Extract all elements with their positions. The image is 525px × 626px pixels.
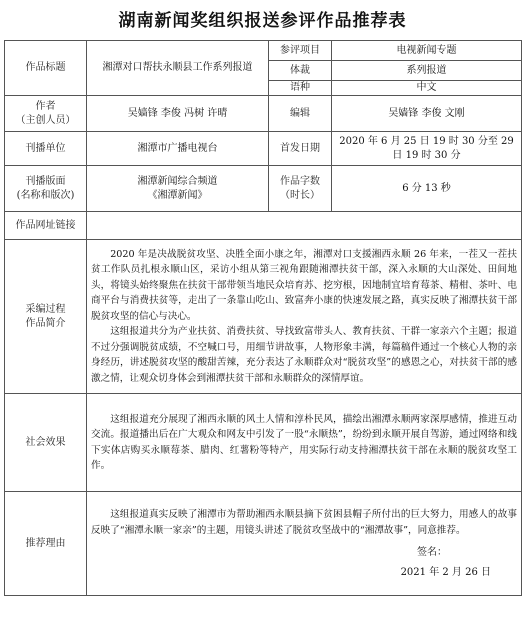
- summary-text: [87, 240, 522, 394]
- first-date-label: 首发日期: [269, 132, 332, 166]
- effect-label: 社会效果: [5, 394, 87, 492]
- first-date-value: 2020 年 6 月 25 日 19 时 30 分至 29 日 19 时 30 分: [332, 132, 522, 166]
- work-title-value: 湘潭对口帮扶永顺县工作系列报道: [87, 41, 269, 96]
- word-count-value: 6 分 13 秒: [332, 166, 522, 212]
- editor-value: 吴嫱锋 李俊 文刚: [332, 96, 522, 132]
- page-title: 湖南新闻奖组织报送参评作品推荐表: [118, 11, 407, 31]
- author-label: 作者 （主创人员）: [5, 96, 87, 132]
- url-value: [87, 212, 522, 240]
- publisher-label: 刊播单位: [5, 132, 87, 166]
- category-value: 电视新闻专题: [332, 41, 522, 61]
- category-label: 参评项目: [269, 41, 332, 61]
- url-label: 作品网址链接: [5, 212, 87, 240]
- recommendation-table: [4, 40, 522, 596]
- author-value: 吴嫱锋 李俊 冯树 许晴: [87, 96, 269, 132]
- language-value: 中文: [332, 81, 522, 96]
- summary-paragraph: 2020 年是决战脱贫攻坚、决胜全面小康之年，湘潭对口支援湘西永顺 26 年来，一茬又一茬扶贫工作队员扎根永顺山区，采访小组从第三视角跟随湘潭扶贫干部，深入永顺的大山深处、田间地头，将镜头始终聚焦在扶贫干部带领当地民众培育苏、挖穷根，因地制宜培育莓茶、精柑、茶叶、电商平台与消费扶贫等，走出了一条靠山吃山、致富奔小康的快速发展之路，真实反映了湘潭扶贫干部脱贫攻坚的信心与决心。: [91, 248, 517, 322]
- reason-label: 推荐理由: [5, 492, 87, 596]
- publisher-value: 湘潭市广播电视台: [87, 132, 269, 166]
- language-label: 语种: [269, 81, 332, 96]
- effect-paragraph: 这组报道充分展现了湘西永顺的风土人情和淳朴民风，描绘出湘潭永顺两家深厚感情，推进互动交流。报道播出后在广大观众和网友中引发了一股“永顺热”，纷纷到永顺开展自驾游，通过网络和线下实体店购买永顺莓茶、腊肉、红薯粉等特产，用实际行动支持湘潭扶贫干部在永顺的脱贫攻坚工作。: [91, 413, 517, 471]
- reason-text: [87, 492, 522, 596]
- word-count-label: 作品字数 （时长）: [269, 166, 332, 212]
- effect-text: [87, 394, 522, 492]
- editor-label: 编辑: [269, 96, 332, 132]
- layout-label: 刊播版面 (名称和版次): [5, 166, 87, 212]
- signature-date: 2021 年 2 月 26 日: [400, 567, 491, 578]
- reason-paragraph: 这组报道真实反映了湘潭市为帮助湘西永顺县摘下贫困县帽子所付出的巨大努力，用感人的故事反映了“湘潭永顺一家亲”的主题，用镜头讲述了脱贫攻坚战中的“湘潭故事”，同意推荐。: [91, 509, 517, 536]
- signature-label: 签名：: [417, 547, 447, 558]
- summary-paragraph: 这组报道共分为产业扶贫、消费扶贫、导找致富带头人、教育扶贫、干群一家亲六个主题；报道不过分强调脱贫成绩，不空喊口号，用细节讲故事，人物形象丰满，每篇稿件通过一个核心人物的亲身经历，讲述脱贫攻坚的酸甜苦辣，充分表达了永顺群众对“脱贫攻坚”的感恩之心，对扶贫干部的感激之情，让观众切身体会到湘潭扶贫干部和永顺群众的深情厚谊。: [91, 326, 517, 384]
- genre-value: 系列报道: [332, 61, 522, 81]
- work-title-label: 作品标题: [5, 41, 87, 96]
- layout-value: 湘潭新闻综合频道 《湘潭新闻》: [87, 166, 269, 212]
- summary-label: 采编过程 作品简介: [5, 240, 87, 394]
- genre-label: 体裁: [269, 61, 332, 81]
